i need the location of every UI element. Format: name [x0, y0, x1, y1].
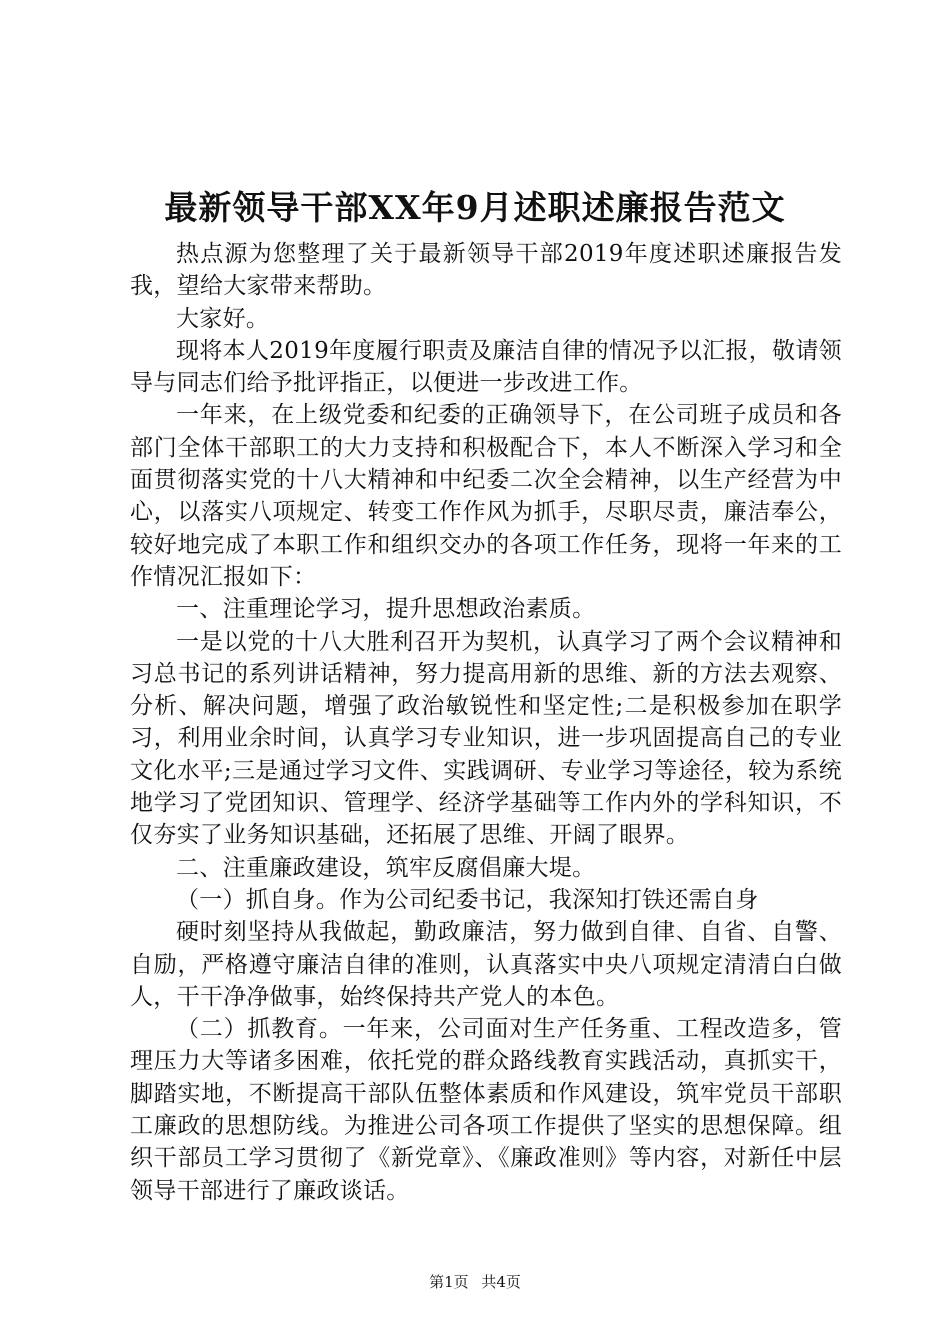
- paragraph-education: （二）抓教育。一年来，公司面对生产任务重、工程改造多，管理压力大等诸多困难，依托党的群众路线教育实践活动，真抓实干，脚踏实地，不断提高干部队伍整体素质和作风建设，筑牢党员干部职工廉政的思想防线。为推进公司各项工作提供了坚实的思想保障。组织干部员工学习贯彻了《新党章》、《廉政准则》等内容，对新任中层领导干部进行了廉政谈话。: [130, 1016, 842, 1204]
- page-footer: [0, 1272, 950, 1292]
- paragraph-self-discipline-lead: （一）抓自身。作为公司纪委书记，我深知打铁还需自身: [176, 886, 759, 913]
- paragraph-year-overview: 一年来，在上级党委和纪委的正确领导下，在公司班子成员和各部门全体干部职工的大力支持和积极配合下，本人不断深入学习和全面贯彻落实党的十八大精神和中纪委二次全会精神，以生产经营为中心，以落实八项规定、转变工作作风为抓手，尽职尽责，廉洁奉公，较好地完成了本职工作和组织交办的各项工作任务，现将一年来的工作情况汇报如下：: [130, 402, 842, 590]
- paragraph-report-intro: 现将本人2019年度履行职责及廉洁自律的情况予以汇报，敬请领导与同志们给予批评指正，以便进一步改进工作。: [130, 337, 842, 397]
- paragraph-self-discipline: 硬时刻坚持从我做起，勤政廉洁，努力做到自律、自省、自警、自励，严格遵守廉洁自律的准则，认真落实中央八项规定清清白白做人，干干净净做事，始终保持共产党人的本色。: [130, 919, 842, 1010]
- section-heading-2: 二、注重廉政建设，筑牢反腐倡廉大堤。: [176, 854, 596, 881]
- document-title: 最新领导干部XX年9月述职述廉报告范文: [164, 188, 786, 227]
- paragraph-theory-study: 一是以党的十八大胜利召开为契机，认真学习了两个会议精神和习总书记的系列讲话精神，努力提高用新的思维、新的方法去观察、分析、解决问题，增强了政治敏锐性和坚定性;二是积极参加在职学习，利用业余时间，认真学习专业知识，进一步巩固提高自己的专业文化水平;三是通过学习文件、实践调研、专业学习等途径，较为系统地学习了党团知识、管理学、经济学基础等工作内外的学科知识，不仅夯实了业务知识基础，还拓展了思维、开阔了眼界。: [130, 628, 842, 849]
- section-heading-1: 一、注重理论学习，提升思想政治素质。: [176, 596, 596, 623]
- page-total: 共4页: [481, 1273, 521, 1291]
- document-body: [130, 238, 842, 1207]
- paragraph-greeting: 大家好。: [176, 305, 270, 332]
- page-number: 第1页: [429, 1273, 469, 1291]
- paragraph-intro: 热点源为您整理了关于最新领导干部2019年度述职述廉报告发我，望给大家带来帮助。: [130, 241, 842, 300]
